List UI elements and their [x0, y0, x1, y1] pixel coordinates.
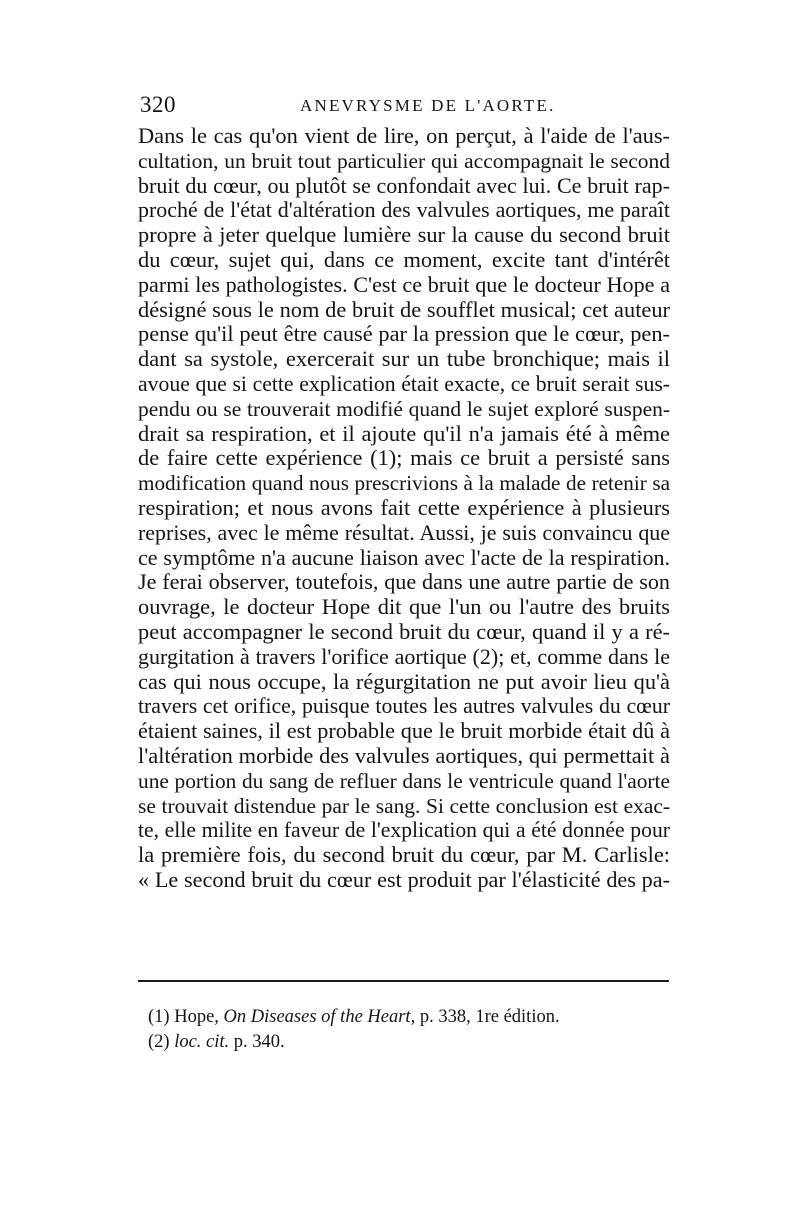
text-line: te, elle milite en faveur de l'explication qui a été donnée pour: [138, 818, 670, 843]
footnote-work-title: On Diseases of the Heart,: [223, 1007, 416, 1027]
footnote-1: [148, 1005, 668, 1030]
text-line: Je ferai observer, toutefois, que dans une autre partie de son: [138, 569, 670, 595]
body-text: [138, 124, 670, 893]
text-line: drait sa respiration, et il ajoute qu'il n'a jamais été à même: [138, 420, 670, 446]
footnote-marker: (2): [148, 1032, 170, 1052]
text-line: peut accompagner le second bruit du cœur, quand il y a ré-: [138, 618, 670, 644]
text-line: désigné sous le nom de bruit de soufflet musical; cet auteur: [138, 296, 670, 322]
footnote-author: Hope,: [174, 1007, 219, 1027]
text-line: se trouvait distendue par le sang. Si cette conclusion est exac-: [138, 793, 670, 818]
text-line: de faire cette expérience (1); mais ce bruit a persisté sans: [138, 445, 670, 471]
text-line: reprises, avec le même résultat. Aussi, je suis convaincu que: [138, 519, 670, 545]
text-line: la première fois, du second bruit du cœur, par M. Carlisle:: [138, 842, 670, 868]
text-line: « Le second bruit du cœur est produit par l'élasticité des pa-: [138, 866, 670, 892]
footnote-reference: p. 338, 1re édition.: [419, 1007, 560, 1027]
text-line: proché de l'état d'altération des valvules aortiques, me paraît: [138, 197, 670, 223]
text-line: cultation, un bruit tout particulier qui accompagnait le second: [138, 148, 670, 173]
text-line: Dans le cas qu'on vient de lire, on perçut, à l'aide de l'aus-: [138, 123, 670, 148]
footnote-2: [148, 1030, 668, 1055]
footnote-work-title: loc. cit.: [174, 1032, 230, 1052]
text-line: avoue que si cette explication était exacte, ce bruit serait sus-: [138, 371, 670, 396]
text-line: du cœur, sujet qui, dans ce moment, excite tant d'intérêt: [138, 246, 670, 272]
text-line: dant sa systole, exercerait sur un tube bronchique; mais il: [138, 346, 670, 372]
text-line: l'altération morbide des valvules aortiques, qui permettait à: [138, 742, 670, 768]
running-title: ANEVRYSME DE L'AORTE.: [300, 96, 556, 115]
text-line: gurgitation à travers l'orifice aortique (2); et, comme dans le: [138, 643, 670, 669]
footnote-marker: (1): [148, 1007, 170, 1027]
page-header: [140, 92, 670, 122]
text-line: propre à jeter quelque lumière sur la cause du second bruit: [138, 222, 670, 248]
text-line: travers cet orifice, puisque toutes les autres valvules du cœur: [138, 694, 670, 719]
text-line: ce symptôme n'a aucune liaison avec l'acte de la respiration.: [138, 544, 670, 570]
page-number: 320: [140, 92, 176, 117]
text-line: pense qu'il peut être causé par la pression que le cœur, pen-: [138, 321, 670, 347]
text-line: modification quand nous prescrivions à la malade de retenir sa: [138, 471, 670, 496]
text-line: ouvrage, le docteur Hope dit que l'un ou l'autre des bruits: [138, 594, 670, 620]
text-line: bruit du cœur, ou plutôt se confondait avec lui. Ce bruit rap-: [138, 172, 670, 198]
text-line: une portion du sang de refluer dans le ventricule quand l'aorte: [138, 768, 670, 793]
text-line: étaient saines, il est probable que le bruit morbide était dû à: [138, 718, 670, 744]
text-line: parmi les pathologistes. C'est ce bruit que le docteur Hope a: [138, 271, 670, 297]
text-line: pendu ou se trouverait modifié quand le sujet exploré suspen-: [138, 396, 670, 421]
footnote-divider: [138, 980, 669, 982]
footnotes: [148, 1005, 668, 1055]
text-line: cas qui nous occupe, la régurgitation ne put avoir lieu qu'à: [138, 668, 670, 694]
footnote-reference: p. 340.: [233, 1032, 285, 1052]
text-line: respiration; et nous avons fait cette expérience à plusieurs: [138, 494, 670, 520]
